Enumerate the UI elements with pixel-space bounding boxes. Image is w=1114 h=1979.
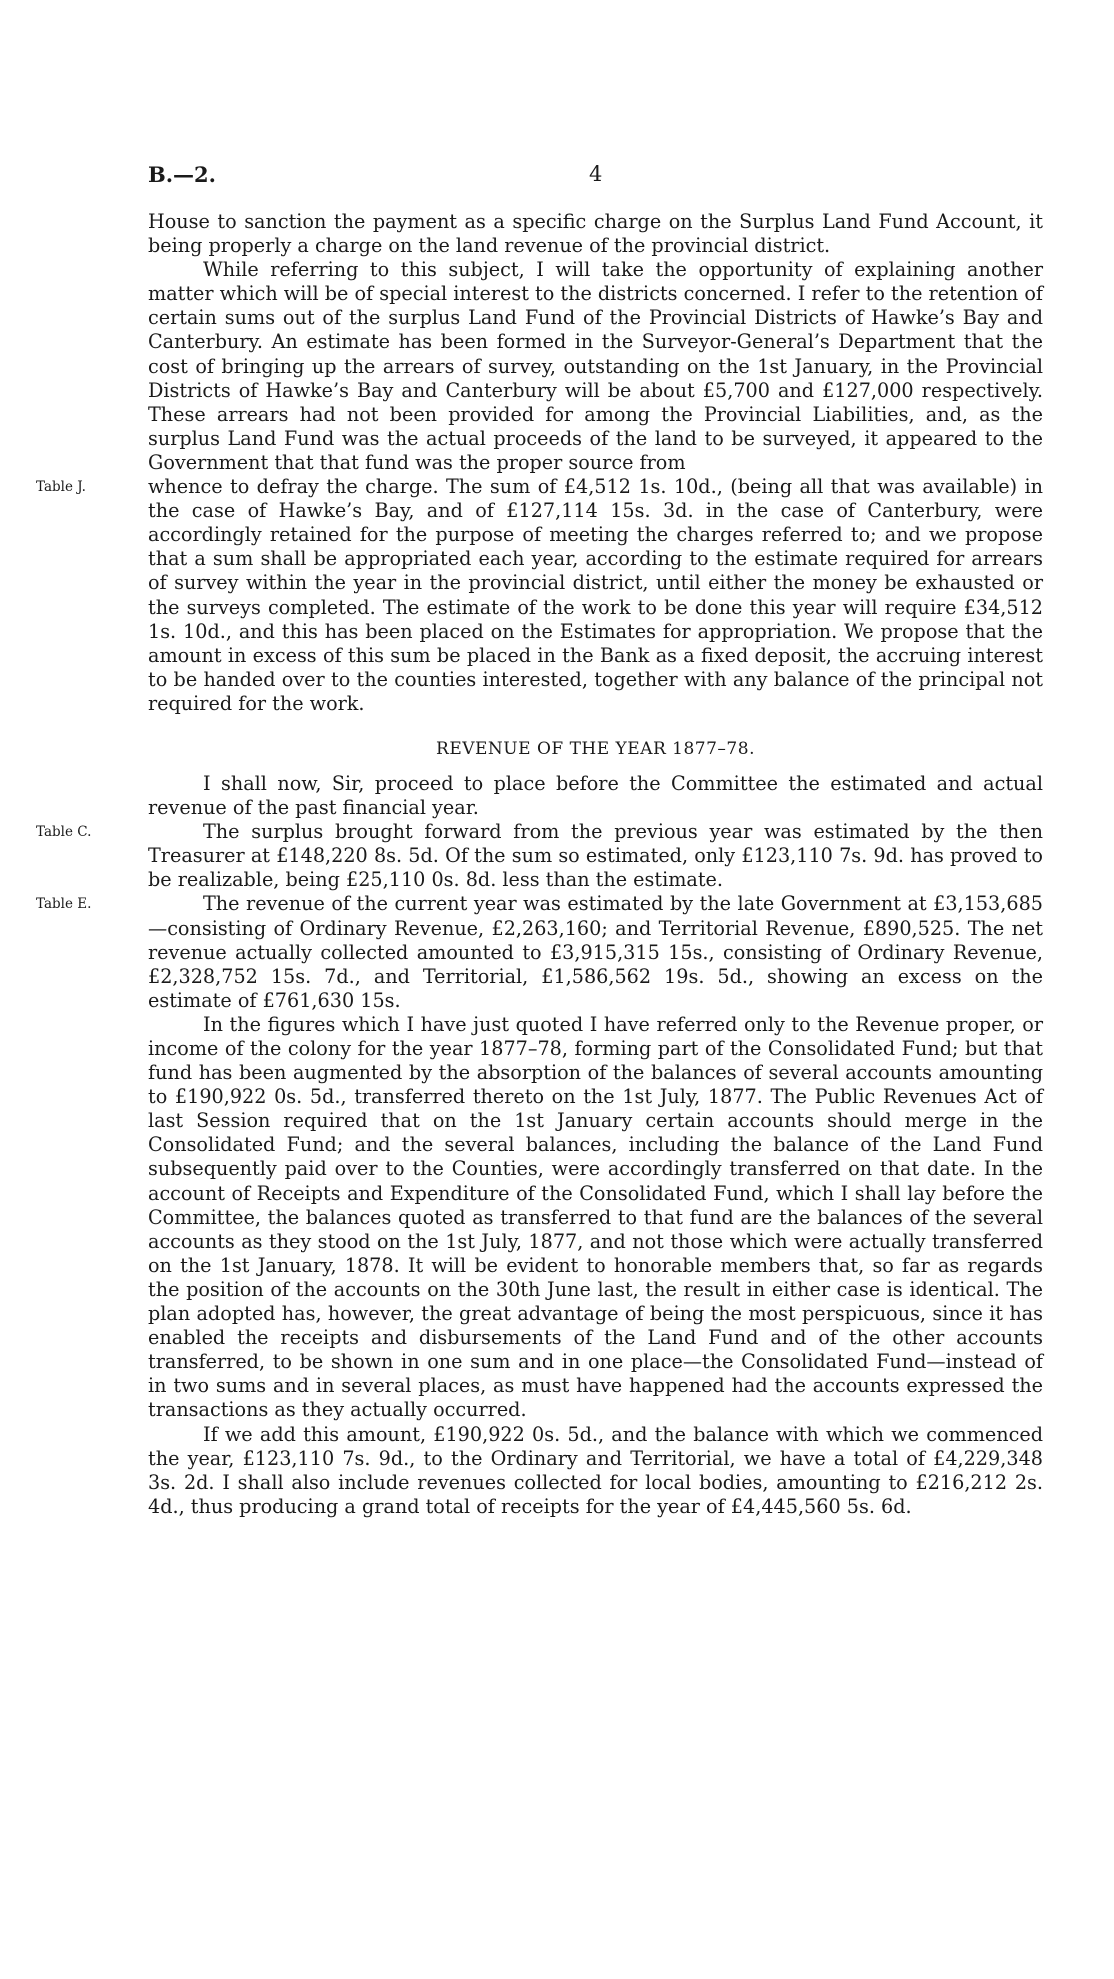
body-text — [36, 210, 1043, 1519]
page-number: 4 — [589, 162, 603, 186]
page-header — [148, 162, 1048, 202]
margin-note-table-c: Table C. — [36, 824, 92, 841]
page-code: B.—2. — [148, 162, 216, 187]
paragraph-consolidated-fund: In the figures which I have just quoted I have referred only to the Revenue proper, or income of the colony for the year 1877–78, forming part of the Consolidated Fund; but that fund has been augmented by the absorption of the balances of several accounts amounting to £190,922 0s. 5d., transferred thereto on the 1st July, 1877. The Public Revenues Act of last Session required that on the 1st January certain accounts should merge in the Consolidated Fund; and the several balances, including the balance of the Land Fund subsequently paid over to the Counties, were accordingly transferred on that date. In the account of Receipts and Expenditure of the Consolidated Fund, which I shall lay before the Committee, the balances quoted as transferred to that fund are the balances of the several accounts as they stood on the 1st July, 1877, and not those which were actually transferred on the 1st January, 1878. It will be evident to honorable members that, so far as regards the position of the accounts on the 30th June last, the result in either case is identical. The plan adopted has, however, the great advantage of being the most perspicuous, since it has enabled the receipts and disbursements of the Land Fund and of the other accounts transferred, to be shown in one sum and in one place—the Consolidated Fund—instead of in two sums and in several places, as must have happened had the accounts expressed the transactions as they actually occurred. — [148, 1012, 1043, 1422]
paragraph-survey-arrears-continued — [36, 475, 1043, 716]
paragraph-survey-arrears: While referring to this subject, I will take the opportunity of explaining another matter which will be of special interest to the districts concerned. I refer to the retention of certain sums out of the surplus Land Fund of the Provincial Districts of Hawke’s Bay and Canterbury. An estimate has been formed in the Surveyor-General’s Department that the cost of bringing up the arrears of survey, outstanding on the 1st January, in the Provincial Districts of Hawke’s Bay and Canterbury will be about £5,700 and £127,000 respectively. These arrears had not been provided for among the Provincial Liabilities, and, as the surplus Land Fund was the actual proceeds of the land to be surveyed, it appeared to the Government that that fund was the proper source from — [148, 258, 1043, 474]
margin-note-table-e: Table E. — [36, 896, 92, 913]
margin-note-table-j: Table J. — [36, 479, 86, 496]
section-heading: REVENUE OF THE YEAR 1877–78. — [436, 738, 755, 759]
paragraph-current-revenue — [36, 892, 1043, 1012]
paragraph-surplus-text: The surplus brought forward from the previous year was estimated by the then Treasurer at £148,220 8s. 5d. Of the sum so estimated, only £123,110 7s. 9d. has proved to be realizable, being £25,110 0s. 8d. less than the estimate. — [148, 820, 1043, 892]
paragraph-continuation: House to sanction the payment as a specific charge on the Surplus Land Fund Account, it being properly a charge on the land revenue of the provincial district. — [148, 210, 1043, 258]
paragraph-revenue-intro: I shall now, Sir, proceed to place before the Committee the estimated and actual revenue of the past financial year. — [148, 771, 1043, 820]
paragraph-surplus — [36, 820, 1043, 892]
paragraph-current-revenue-text: The revenue of the current year was estimated by the late Government at £3,153,685—consisting of Ordinary Revenue, £2,263,160; and Territorial Revenue, £890,525. The net revenue actually collected amounted to £3,915,315 15s., consisting of Ordinary Revenue, £2,328,752 15s. 7d., and Territorial, £1,586,562 19s. 5d., showing an excess on the estimate of £761,630 15s. — [148, 892, 1043, 1012]
paragraph-grand-total: If we add this amount, £190,922 0s. 5d., and the balance with which we commenced the year, £123,110 7s. 9d., to the Ordinary and Territorial, we have a total of £4,229,348 3s. 2d. I shall also include revenues collected for local bodies, amounting to £216,212 2s. 4d., thus producing a grand total of receipts for the year of £4,445,560 5s. 6d. — [148, 1422, 1043, 1518]
paragraph-survey-arrears-text: whence to defray the charge. The sum of £4,512 1s. 10d., (being all that was available) in the case of Hawke’s Bay, and of £127,114 15s. 3d. in the case of Canterbury, were accordingly retained for the purpose of meeting the charges referred to; and we propose that a sum shall be appropriated each year, according to the estimate required for arrears of survey within the year in the provincial district, until either the money be exhausted or the surveys completed. The estimate of the work to be done this year will require £34,512 1s. 10d., and this has been placed on the Estimates for appropriation. We propose that the amount in excess of this sum be placed in the Bank as a fixed deposit, the accruing interest to be handed over to the counties interested, together with any balance of the principal not required for the work. — [148, 475, 1043, 715]
